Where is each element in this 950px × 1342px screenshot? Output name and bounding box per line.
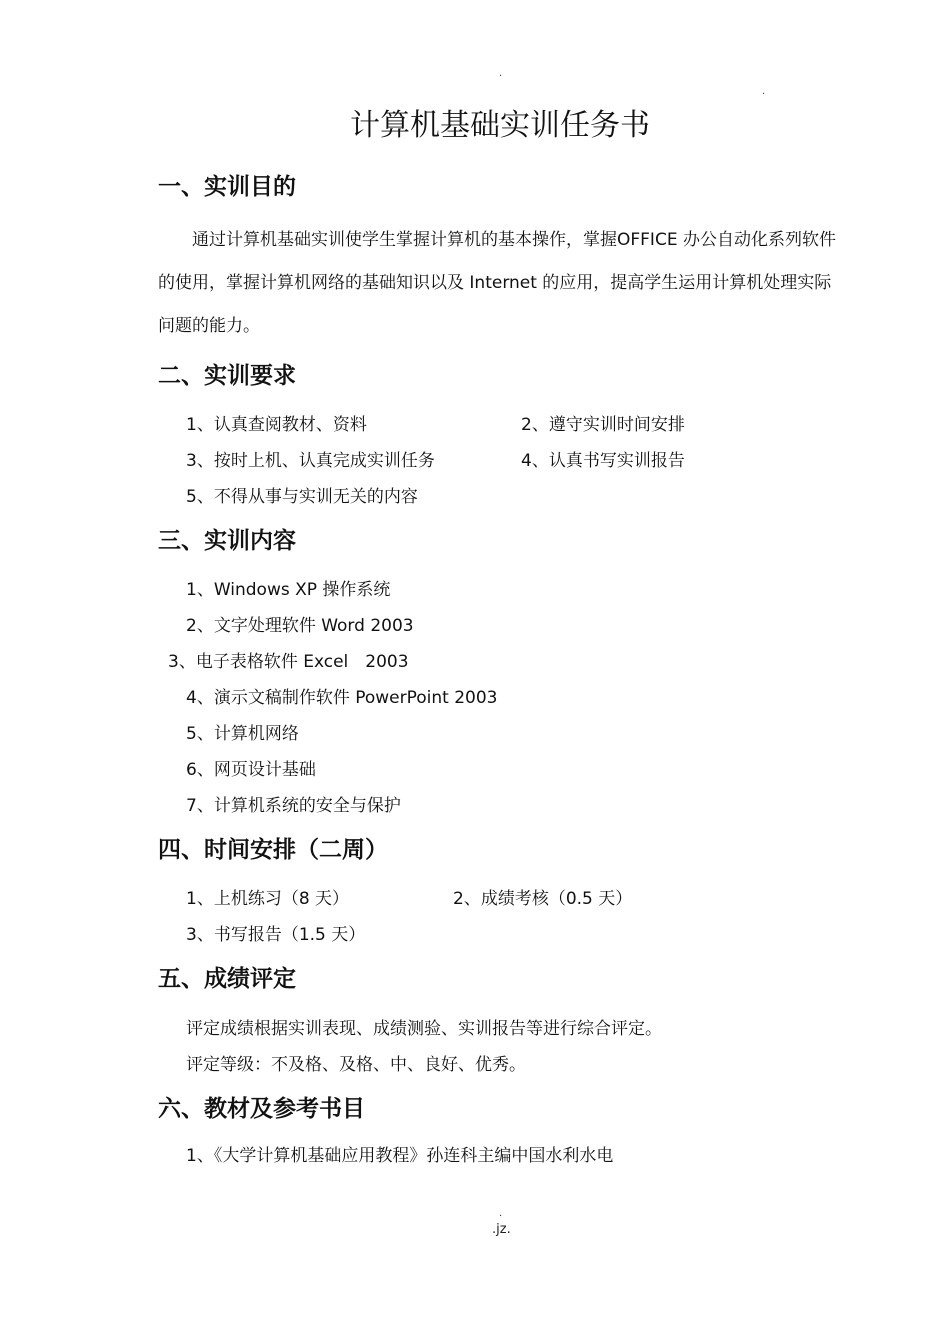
content-item: 4、演示文稿制作软件 PowerPoint 2003 (186, 688, 498, 708)
requirement-item: 2、遵守实训时间安排 (521, 415, 685, 435)
schedule-item: 1、上机练习（8 天） (186, 889, 350, 909)
grading-line: 评定等级：不及格、及格、中、良好、优秀。 (186, 1055, 526, 1075)
content-item: 3、电子表格软件 Excel 2003 (168, 652, 409, 672)
grading-line: 评定成绩根据实训表现、成绩测验、实训报告等进行综合评定。 (186, 1019, 662, 1039)
schedule-item: 3、书写报告（1.5 天） (186, 925, 366, 945)
header-mark-right: . (762, 86, 766, 97)
content-item: 6、网页设计基础 (186, 760, 316, 780)
heading-textbooks: 六、教材及参考书目 (158, 1096, 365, 1122)
content-item: 5、计算机网络 (186, 724, 299, 744)
heading-schedule: 四、时间安排（二周） (158, 837, 388, 863)
footer-dot: . (499, 1208, 503, 1219)
requirement-item: 1、认真查阅教材、资料 (186, 415, 367, 435)
requirement-item: 3、按时上机、认真完成实训任务 (186, 451, 435, 471)
footer-label: .jz. (492, 1222, 511, 1237)
heading-grading: 五、成绩评定 (158, 966, 296, 992)
content-item: 1、Windows XP 操作系统 (186, 580, 391, 600)
textbook-item: 1、《大学计算机基础应用教程》孙连科主编中国水利水电 (186, 1146, 614, 1166)
heading-training-requirements: 二、实训要求 (158, 363, 296, 389)
content-item: 7、计算机系统的安全与保护 (186, 796, 401, 816)
document-title: 计算机基础实训任务书 (350, 108, 650, 143)
requirement-item: 4、认真书写实训报告 (521, 451, 685, 471)
schedule-item: 2、成绩考核（0.5 天） (453, 889, 633, 909)
purpose-paragraph: 通过计算机基础实训使学生掌握计算机的基本操作，掌握OFFICE 办公自动化系列软件的使用，掌握计算机网络的基础知识以及 Internet 的应用，提高学生运用计算机处理实际问题的能力。 (158, 230, 836, 336)
requirement-item: 5、不得从事与实训无关的内容 (186, 487, 418, 507)
header-mark-center: . (499, 68, 503, 79)
content-item: 2、文字处理软件 Word 2003 (186, 616, 414, 636)
heading-training-content: 三、实训内容 (158, 528, 296, 554)
heading-training-purpose: 一、实训目的 (158, 174, 296, 200)
